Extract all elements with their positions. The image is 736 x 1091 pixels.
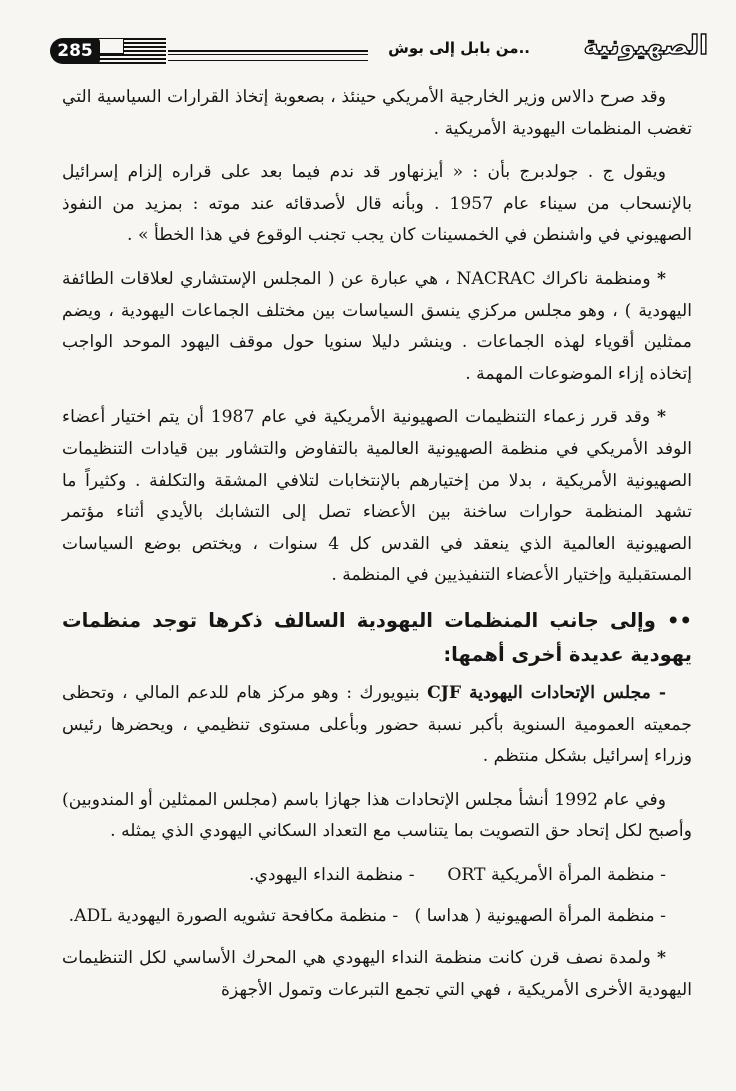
paragraph: وقد صرح دالاس وزير الخارجية الأمريكي حينئذ ، بصعوبة إتخاذ القرارات السياسية التي تغضب المنظمات اليهودية الأمريكية . (62, 87, 692, 139)
org-name: - مجلس الإتحادات اليهودية CJF (427, 682, 666, 703)
flag-canton (96, 38, 124, 54)
list-item: - منظمة المرأة الصهيونية ( هداسا ) - منظمة مكافحة تشويه الصورة اليهودية ADL. (68, 906, 666, 927)
page-header (50, 26, 708, 70)
header-rule-thin (168, 60, 368, 61)
page-number: 285 (50, 38, 100, 64)
paragraph (62, 402, 692, 592)
asterisk-marker: * (657, 948, 666, 969)
paragraph-text: بنيويورك : وهو مركز هام للدعم المالي ، وتحظى جمعيته العمومية السنوية بأكبر نسبة حضور وبأعلى مستوى تنظيمي ، ويحضرها رئيس وزراء إسرائيل بشكل منتظم . (62, 682, 692, 767)
paragraph: ويقول ج . جولدبرج بأن : « أيزنهاور قد ندم فيما بعد على قراره إلزام إسرائيل بالإنسحاب من سيناء عام 1957 . وبأنه قال لأصدقائه عند موته : بمزيد من النفوذ الصهيوني في واشنطن في الخمسينات كان يجب تجنب الوقوع في هذا الخطأ » . (62, 162, 692, 246)
paragraph-text: ومنظمة ناكراك NACRAC ، هي عبارة عن ( المجلس الإستشاري لعلاقات الطائفة اليهودية ) ، وهو مجلس مركزي ينسق السياسات بين مختلف الجماعات اليهودية ، ويضم ممثلين أقوياء لهذه الجماعات . وينشر دليلا سنويا حول موقف اليهود الموحد الواجب إتخاذه إزاء الموضوعات المهمة . (62, 268, 692, 384)
paragraph-text: ولمدة نصف قرن كانت منظمة النداء اليهودي هي المحرك الأساسي لكل التنظيمات اليهودية الأخرى الأمريكية ، فهي التي تجمع التبرعات وتمول الأجهزة (62, 948, 692, 1000)
header-rule (168, 50, 368, 55)
body-text (62, 82, 692, 1018)
paragraph: وفي عام 1992 أنشأ مجلس الإتحادات هذا جهازا باسم (مجلس الممثلين أو المندوبين) وأصبح لكل إتحاد حق التصويت بما يتناسب مع التعداد السكاني اليهودي الذي يمثله . (62, 789, 692, 842)
paragraph (62, 943, 692, 1006)
flag-icon (96, 38, 166, 64)
book-subtitle: ..من بابل إلى بوش (388, 39, 530, 57)
book-title: الصهيونية (583, 31, 708, 61)
paragraph (62, 678, 692, 773)
paragraph (62, 264, 692, 390)
paragraph-text: وقد قرر زعماء التنظيمات الصهيونية الأمريكية في عام 1987 أن يتم اختيار أعضاء الوفد الأمريكي في منظمة الصهيونية العالمية بالتفاوض والتشاور بين قيادات التنظيمات الصهيونية الأمريكية ، بدلا من إختيارهم بالإنتخابات لتلافي المشقة والتكلفة . وكثيراً ما تشهد المنظمة حوارات ساخنة بين الأعضاء تصل إلى التشابك بالأيدي أثناء مؤتمر الصهيونية العالمية الذي ينعقد في القدس كل 4 سنوات ، ويختص بوضع السياسات المستقبلية وإختيار الأعضاء التنفيذيين في المنظمة . (62, 407, 692, 586)
list-item: - منظمة المرأة الأمريكية ORT - منظمة النداء اليهودي. (249, 864, 666, 885)
asterisk-marker: * (657, 407, 666, 428)
asterisk-marker: * (657, 268, 666, 289)
section-heading: •• وإلى جانب المنظمات اليهودية السالف ذكرها توجد منظمات يهودية عديدة أخرى أهمها: (62, 608, 692, 666)
